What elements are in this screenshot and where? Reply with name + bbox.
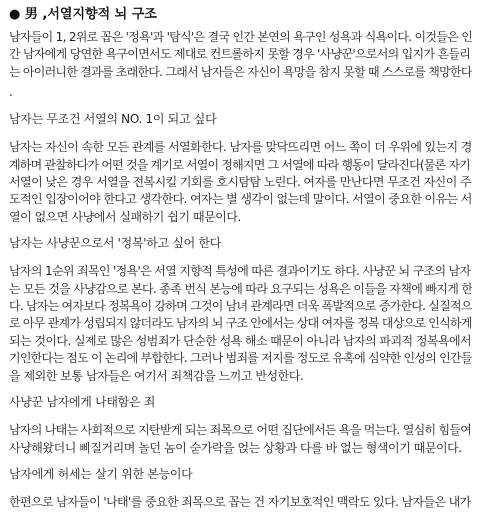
- stray-dot: .: [9, 85, 13, 100]
- paragraph-line: 로 아무 관계가 성립되지 않더라도 남자의 뇌 구조 안에서는 상대 여자를 정복 대상으로 인식하게: [9, 316, 472, 331]
- paragraph-line: 사냥해왔더니 삐질거리며 놀던 놈이 숟가락을 얹는 상황과 다를 바 없는 형색이기 때문이다.: [9, 440, 462, 455]
- rank-paragraph: [9, 139, 472, 226]
- paragraph-line: 남자의 나태는 사회적으로 지탄받게 되는 죄목으로 어떤 집단에서든 욕을 먹는다. 열심히 힘들여: [9, 423, 472, 438]
- paragraph-line: 서열이 낮은 경우 서열을 전복시킬 기회를 호시탐탐 노린다. 여자를 만난다면 무조건 자신이 주: [9, 175, 472, 190]
- paragraph-line: 는 모든 것을 사냥감으로 본다. 종족 번식 본능에 따라 요구되는 성욕은 이들을 자책에 빠지게 한: [9, 281, 472, 296]
- bluff-paragraph: [9, 494, 472, 511]
- paragraph-line: 남자들이 1, 2위로 꼽은 '정욕'과 '탐식'은 결국 인간 본연의 욕구인 성욕과 식욕이다. 이것들은 인: [9, 30, 472, 44]
- conquest-paragraph: [9, 263, 472, 385]
- article-title: ● 男 ,서열지향적 뇌 구조: [9, 7, 157, 22]
- paragraph-line: 다. 남자는 여자보다 정복욕이 강하며 그것이 남녀 관계라면 더욱 폭발적으로 증가한다. 실질적으: [9, 299, 472, 314]
- paragraph-line: 열이 없으면 사냥에서 실패하기 쉽기 때문이다.: [9, 209, 241, 224]
- laziness-paragraph: [9, 422, 472, 457]
- intro-paragraph: [9, 29, 472, 81]
- paragraph-line: 계하며 관찰하다가 어떤 것을 계기로 서열이 정해지면 그 서열에 따라 행동이 달라진다(물론 자기: [9, 157, 470, 172]
- section-heading-rank: 남자는 무조건 서열의 NO. 1이 되고 싶다: [9, 112, 217, 127]
- paragraph-line: 남자의 1순위 죄목인 '정욕'은 서열 지향적 특성에 따른 결과이기도 하다. 사냥꾼 뇌 구조의 남자: [9, 264, 471, 279]
- paragraph-line: 을 제외한 보통 남자들은 여기서 죄책감을 느끼고 반성한다.: [9, 368, 304, 383]
- section-heading-laziness: 사냥꾼 남자에게 나태함은 죄: [9, 395, 156, 410]
- section-heading-conquest: 남자는 사냥꾼으로서 '정복'하고 싶어 한다: [9, 236, 222, 251]
- paragraph-line: 는 아이러니한 결과를 초래한다. 그래서 남자들은 자신이 욕망을 참지 못할 때 스스로를 책망한다: [9, 64, 472, 79]
- section-heading-bluff: 남자에게 허세는 살기 위한 본능이다: [9, 466, 193, 481]
- paragraph-line: 되는 것이다. 실제로 많은 성범죄가 단순한 성욕 해소 때문이 아니라 남자의 파괴적 정복욕에서: [9, 333, 472, 348]
- paragraph-line: 남자는 자신이 속한 모든 관계를 서열화한다. 남자를 맞닥뜨리면 어느 쪽이 더 우위에 있는지 경: [9, 140, 472, 155]
- paragraph-line: 기인한다는 점도 이 논리에 부합한다. 그러나 범죄를 저지를 정도로 유혹에 심약한 인성의 인간들: [9, 351, 472, 366]
- paragraph-line: 도적인 입장이어야 한다고 생각한다. 여자는 별 생각이 없는데 말이다. 서열이 중요한 이유는 서: [9, 192, 472, 207]
- paragraph-line: 한편으로 남자들이 '나태'를 중요한 죄목으로 꼽는 건 자기보호적인 맥락도 있다. 남자들은 내가: [9, 494, 471, 509]
- paragraph-line: 간 남자에게 당연한 욕구이면서도 제대로 컨트롤하지 못할 경우 '사냥꾼'으로서의 입지가 흔들리: [9, 47, 471, 62]
